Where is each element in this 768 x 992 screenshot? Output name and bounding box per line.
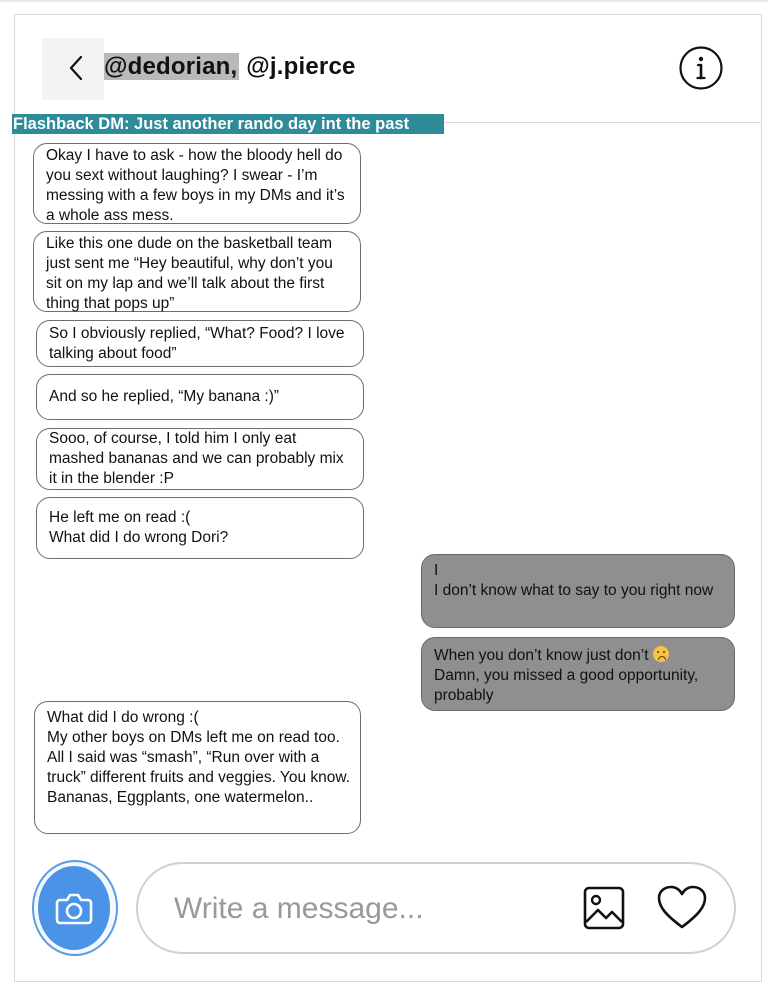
info-icon[interactable] bbox=[678, 45, 724, 91]
message-incoming: He left me on read :( What did I do wrong Dori? bbox=[36, 497, 364, 559]
image-icon[interactable] bbox=[582, 884, 626, 932]
flashback-banner: Flashback DM: Just another rando day int the past bbox=[12, 114, 444, 134]
chevron-left-icon[interactable] bbox=[66, 55, 86, 81]
camera-icon[interactable] bbox=[52, 884, 96, 932]
message-incoming: What did I do wrong :( My other boys on DMs left me on read too. All I said was “smash”, “Run over with a truck” different fruits and veggies. You know. Bananas, Eggplants, one watermelon.. bbox=[34, 701, 361, 834]
message-incoming: Like this one dude on the basketball team just sent me “Hey beautiful, why don’t you sit on my lap and we’ll talk about the first thing that pops up” bbox=[33, 231, 361, 312]
message-incoming: Sooo, of course, I told him I only eat mashed bananas and we can probably mix it in the blender :P bbox=[36, 428, 364, 490]
handle-secondary: @j.pierce bbox=[246, 53, 356, 80]
conversation-title[interactable] bbox=[104, 53, 356, 81]
heart-icon[interactable] bbox=[656, 884, 708, 932]
message-incoming: Okay I have to ask - how the bloody hell do you sext without laughing? I swear - I’m messing with a few boys in my DMs and it’s a whole ass mess. bbox=[33, 143, 361, 224]
message-incoming: So I obviously replied, “What? Food? I love talking about food” bbox=[36, 320, 364, 367]
message-composer[interactable] bbox=[136, 862, 736, 954]
message-incoming: And so he replied, “My banana :)” bbox=[36, 374, 364, 420]
chat-header bbox=[0, 0, 768, 122]
message-outgoing: I I don’t know what to say to you right now bbox=[421, 554, 735, 628]
message-outgoing-rest: Damn, you missed a good opportunity, probably bbox=[434, 667, 703, 704]
message-input[interactable] bbox=[172, 888, 556, 930]
message-outgoing-line1: When you don’t know just don’t bbox=[434, 647, 649, 664]
handle-primary: @dedorian, bbox=[104, 53, 238, 80]
worried-face-emoji bbox=[653, 646, 669, 662]
message-outgoing bbox=[421, 637, 735, 711]
